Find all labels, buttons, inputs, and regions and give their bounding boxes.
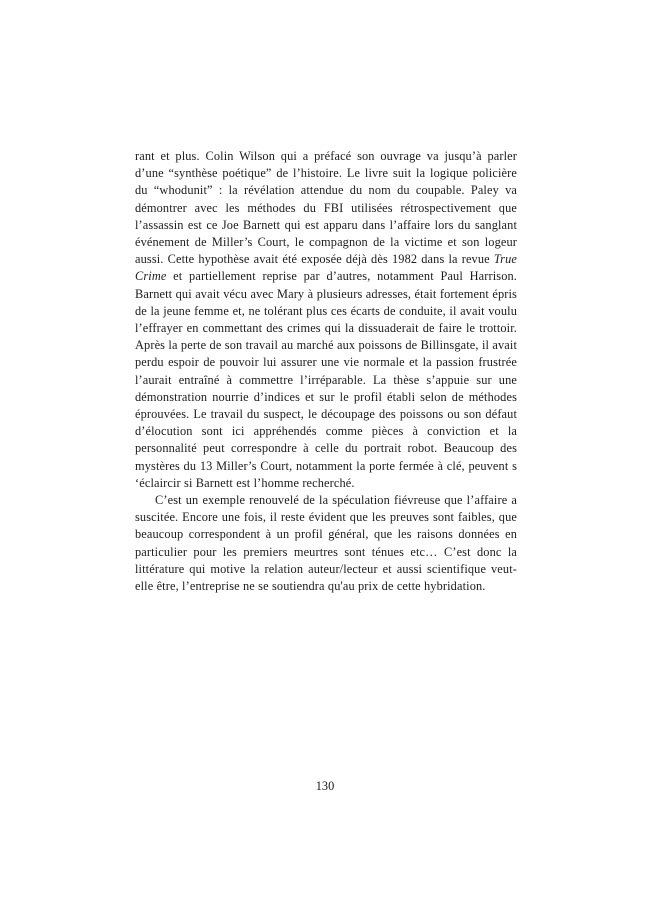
body-text-column [135, 148, 517, 595]
paragraph-text-part-1: rant et plus. Colin Wilson qui a préfacé son ouvrage va jusqu’à parler d’une “synthèse poétique” de l’histoire. Le livre suit la logique policière du “whodunit” : la révélation attendue du nom du coupable. Paley va démontrer avec les méthodes du FBI utilisées rétrospectivement que l’assassin est ce Joe Barnett qui est apparu dans l’affaire lors du sanglant événement de Miller’s Court, le compagnon de la victime et son logeur aussi. Cette hypothèse avait été exposée déjà dès 1982 dans la revue [135, 149, 517, 267]
page-number: 130 [315, 779, 335, 793]
paragraph-continuation [135, 148, 517, 492]
italic-journal-title: True Crime [135, 252, 517, 284]
paragraph-text-part-2: et partiellement reprise par d’autres, notamment Paul Harrison. Barnett qui avait vécu avec Mary à plusieurs adresses, était fortement épris de la jeune femme et, ne tolérant plus ces écarts de conduite, il avait voulu l’effrayer en commettant des crimes qui la dissuaderait de faire le trottoir. Après la perte de son travail au marché aux poissons de Billinsgate, il avait perdu espoir de pouvoir lui assurer une vie normale et la passion frustrée l’aurait entraîné à commettre l’irréparable. La thèse s’appuie sur une démonstration nourrie d’indices et sur le profil établi selon de méthodes éprouvées. Le travail du suspect, le découpage des poissons ou son défaut d’élocution sont ici appréhendés comme pièces à conviction et la personnalité peut correspondre à celle du portrait robot. Beaucoup des mystères du 13 Miller’s Court, notamment la porte fermée à clé, peuvent s ‘éclaircir si Barnett est l’homme recherché. [135, 269, 517, 490]
paragraph-conclusion: C’est un exemple renouvelé de la spéculation fiévreuse que l’affaire a suscitée. Encore une fois, il reste évident que les preuves sont faibles, que beaucoup correspondent à un profil général, que les raisons données en particulier pour les premiers meurtres sont ténues etc… C’est donc la littérature qui motive la relation auteur/lecteur et aussi scientifique veut-elle être, l’entreprise ne se soutiendra qu'au prix de cette hybridation. [135, 493, 517, 594]
